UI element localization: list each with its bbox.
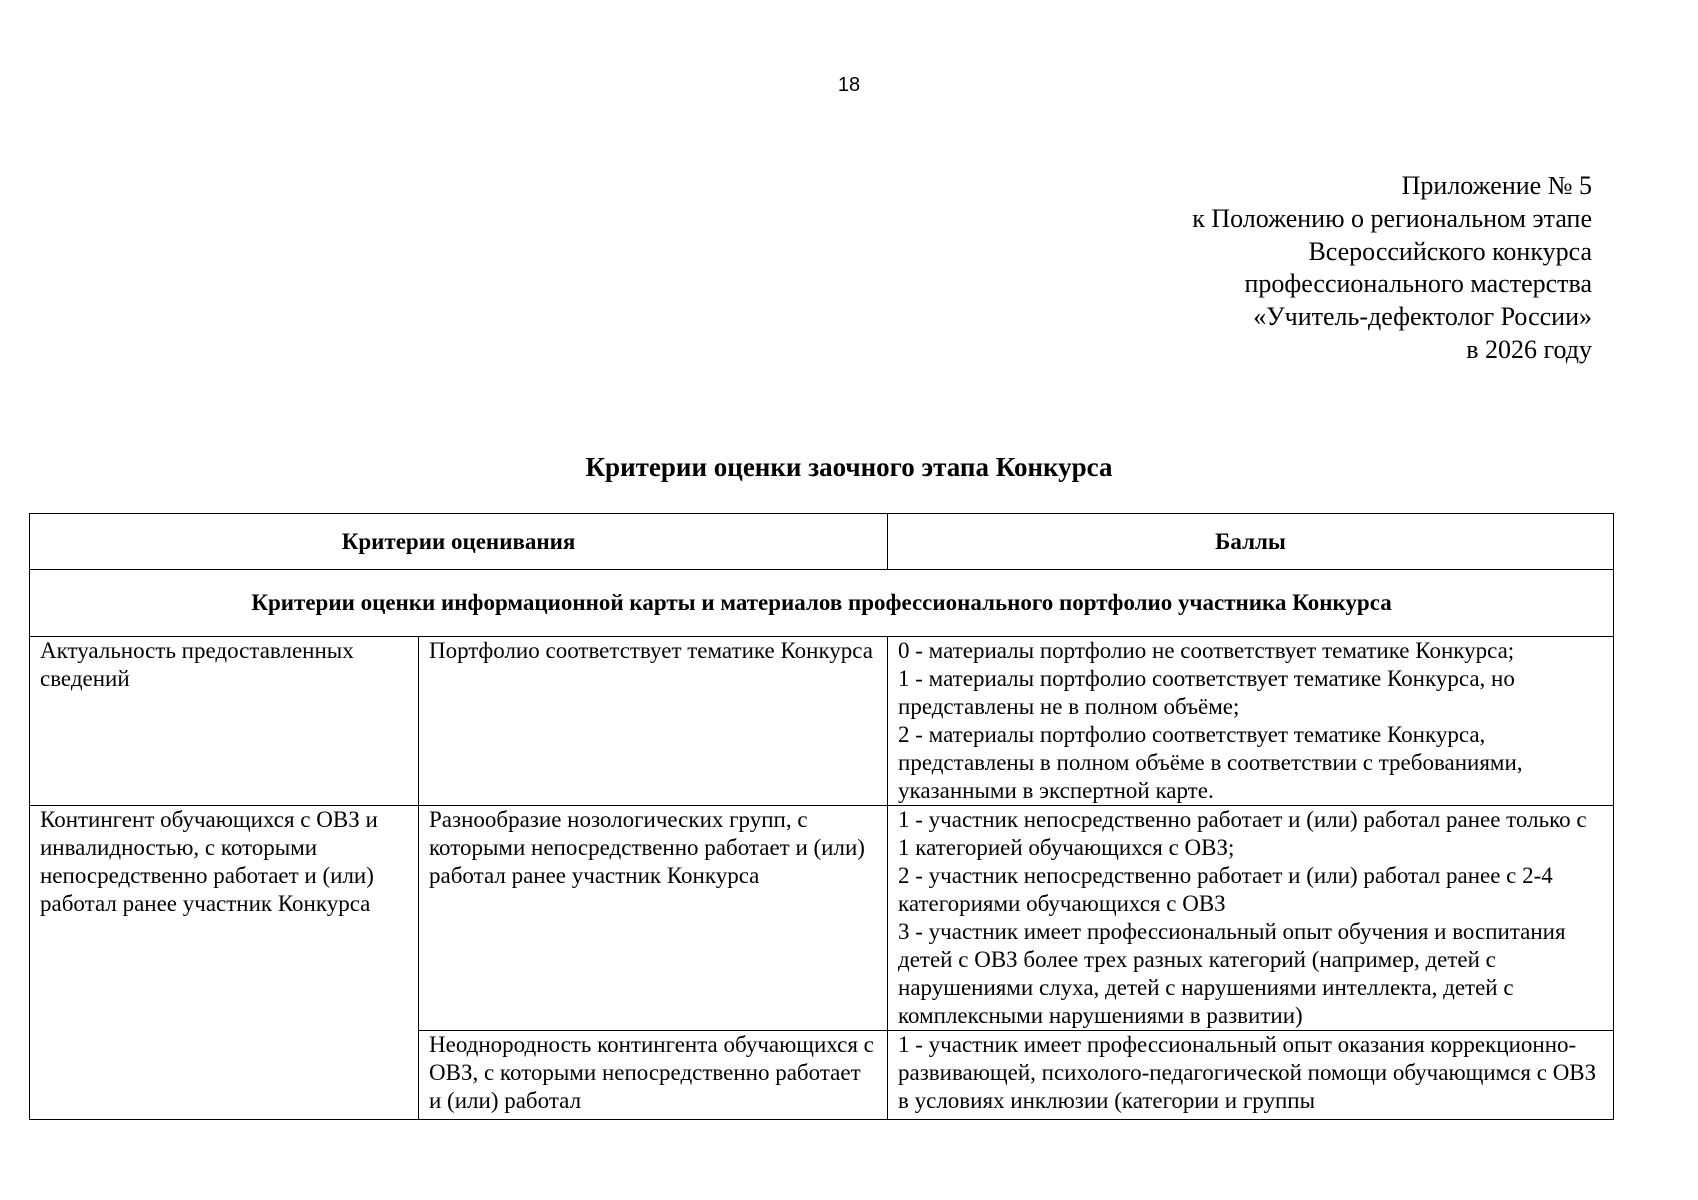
- appendix-line: Приложение № 5: [1401, 171, 1592, 200]
- points-line: 0 - материалы портфолио не соответствует тематике Конкурса;: [898, 638, 1515, 663]
- section-row: [30, 570, 1614, 637]
- points-line: 2 - материалы портфолио соответствует тематике Конкурса, представлены в полном объёме в соответствии с требованиями, указанными в экспертной карте.: [898, 722, 1523, 803]
- indicator-cell: Неоднородность контингента обучающихся с ОВЗ, с которыми непосредственно работает и (или) работал: [419, 1031, 888, 1120]
- appendix-line: к Положению о региональном этапе: [1192, 203, 1592, 233]
- points-cell: [888, 637, 1614, 806]
- points-line: 2 - участник непосредственно работает и (или) работал ранее с 2-4 категориями обучающихся с ОВЗ: [898, 863, 1553, 916]
- points-cell: [888, 806, 1614, 1031]
- header-criteria: Критерии оценивания: [30, 514, 888, 570]
- appendix-line: «Учитель-дефектолог России»: [1253, 302, 1592, 332]
- document-title: Критерии оценки заочного этапа Конкурса: [585, 452, 1113, 482]
- criterion-cell: Контингент обучающихся с ОВЗ и инвалидностью, с которыми непосредственно работает и (или) работал ранее участник Конкурса: [30, 806, 419, 1120]
- indicator-cell: Разнообразие нозологических групп, с которыми непосредственно работает и (или) работал ранее участник Конкурса: [419, 806, 888, 1031]
- section-title: Критерии оценки информационной карты и материалов профессионального портфолио участника Конкурса: [30, 570, 1614, 637]
- appendix-line: Всероссийского конкурса: [1308, 236, 1592, 266]
- appendix-line: в 2026 году: [1466, 334, 1592, 364]
- header-points: Баллы: [888, 514, 1614, 570]
- table-header-row: [30, 514, 1614, 570]
- points-line: 3 - участник имеет профессиональный опыт обучения и воспитания детей с ОВЗ более трех разных категорий (например, детей с нарушениями слуха, детей с нарушениями интеллекта, детей с комплексными нарушениями в развитии): [898, 919, 1566, 1028]
- points-cell: [888, 1031, 1614, 1120]
- appendix-heading: [1192, 170, 1592, 367]
- indicator-cell: Портфолио соответствует тематике Конкурса: [419, 637, 888, 806]
- points-line: 1 - участник непосредственно работает и (или) работал ранее только с 1 категорией обучающихся с ОВЗ;: [898, 807, 1587, 860]
- table-row: [30, 637, 1614, 806]
- page-number: 18: [837, 74, 861, 96]
- criterion-cell: Актуальность предоставленных сведений: [30, 637, 419, 806]
- criteria-table: [29, 513, 1614, 1120]
- appendix-line: профессионального мастерства: [1244, 269, 1592, 299]
- points-line: 1 - материалы портфолио соответствует тематике Конкурса, но представлены не в полном объёме;: [898, 666, 1515, 719]
- points-line: 1 - участник имеет профессиональный опыт оказания коррекционно-развивающей, психолого-педагогической помощи обучающимся с ОВЗ в условиях инклюзии (категории и группы: [898, 1032, 1597, 1113]
- table-row: [30, 806, 1614, 1031]
